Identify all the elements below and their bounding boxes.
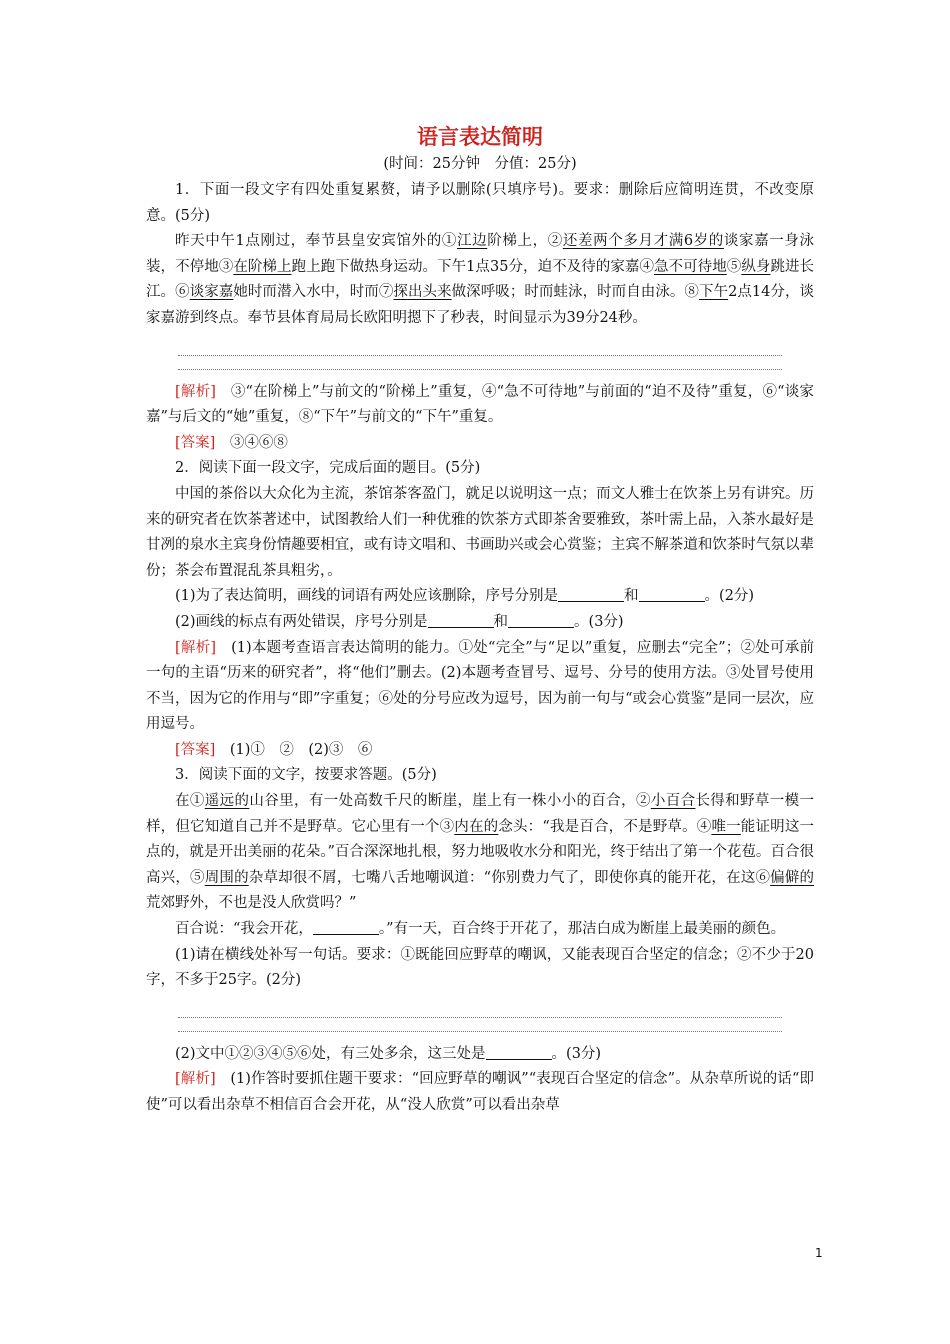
q2-sub2 (146, 610, 814, 636)
passage-text: 杂草却很不屑，七嘴八舌地嘲讽道：“你别费力气了，即使你真的能开花，在这⑥ (248, 869, 771, 886)
underlined-phrase: 急不可待地 (654, 258, 727, 275)
q1-analysis (146, 380, 814, 431)
blank-line (558, 585, 624, 602)
answer-line (178, 342, 782, 356)
blank-line (486, 1043, 552, 1060)
passage-text: 长得和野草一模一样，但它知道自己并不是野草。它心里有一个③ (146, 793, 815, 835)
passage-text: 跑上跑下做热身运动。下午1点35分，迫不及待的家嘉④ (291, 258, 654, 275)
underlined-phrase: 偏僻的 (770, 869, 814, 886)
answer-tag: [答案] (175, 741, 216, 758)
q3-passage (146, 789, 814, 917)
content (146, 122, 814, 1119)
q3-analysis (146, 1067, 814, 1118)
q2-prompt: 2．阅读下面一段文字，完成后面的题目。(5分) (175, 460, 481, 477)
q1-answer-text: ③④⑥⑧ (215, 434, 288, 451)
underlined-phrase: 纵身 (741, 258, 771, 275)
q1-prompt: 1．下面一段文字有四处重复累赘，请予以删除(只填序号)。要求：删除后应简明连贯，不改变原意。(5分) (146, 182, 814, 224)
q2-answer (146, 738, 814, 764)
underlined-phrase: 唯一 (711, 818, 741, 835)
q2-analysis (146, 636, 814, 738)
passage-text: 昨天中午1点刚过，奉节县皇安宾馆外的① (175, 233, 457, 250)
blank-line (508, 611, 574, 628)
passage-text: 谈家嘉一身泳装，不停地③ (146, 233, 815, 275)
passage-text: 跳进长江。⑥ (146, 258, 815, 301)
q2-sub1-and: 和 (624, 588, 639, 605)
page-title: 语言表达简明 (417, 124, 543, 149)
underlined-phrase: 周围的 (204, 869, 249, 886)
passage-text: 能证明这一点的，就是开出美丽的花朵。”百合深深地扎根，努力地吸收水分和阳光，终于结出了第一个花苞。百合很高兴，⑤ (146, 818, 815, 886)
passage-text: 念头：“我是百合，不是野草。④ (498, 818, 712, 835)
q1-passage (146, 229, 814, 331)
q1-analysis-text: ③“在阶梯上”与前文的“阶梯上”重复，④“急不可待地”与前面的“迫不及待”重复，⑥“谈家嘉”与后文的“她”重复，⑧“下午”与前文的“下午”重复。 (146, 383, 814, 426)
underlined-phrase: 在阶梯上 (233, 258, 292, 275)
answer-tag: [答案] (175, 434, 216, 451)
q2-sub2-text: (2)画线的标点有两处错误，序号分别是 (175, 613, 428, 630)
q2-sub1-text: (1)为了表达简明，画线的词语有两处应该删除，序号分别是 (175, 588, 559, 605)
underlined-phrase: 下午 (698, 284, 729, 301)
page-number: 1 (815, 1246, 823, 1260)
analysis-tag: [解析] (175, 383, 216, 400)
q3-passage2-a: 百合说：“我会开花， (175, 921, 313, 938)
answer-line (178, 1018, 782, 1032)
blank-line (639, 585, 705, 602)
passage-text: 山谷里，有一处高数千尺的断崖，崖上有一株小小的百合，② (249, 793, 651, 810)
underlined-phrase: 探出头来 (393, 284, 452, 301)
q2-sub2-score: 。(3分) (574, 613, 624, 630)
passage-text: 2点14分，谈家嘉游到终点。奉节县体育局局长欧阳明摁下了秒表，时间显示为39分24秒。 (146, 284, 815, 326)
underlined-phrase: 内在的 (454, 818, 499, 835)
answer-line (178, 1004, 782, 1018)
spacer (146, 1032, 814, 1042)
underlined-phrase: 遥远的 (204, 793, 250, 810)
blank-line (428, 611, 494, 628)
q3-sub2-score: 。(3分) (551, 1045, 602, 1062)
spacer (146, 332, 814, 342)
q3-passage2-b: 。”有一天，百合终于开花了，那洁白成为断崖上最美丽的颜色。 (378, 921, 786, 938)
answer-line (178, 356, 782, 370)
spacer (146, 370, 814, 380)
analysis-tag: [解析] (175, 1071, 216, 1088)
passage-text: 荒郊野外，不也是没人欣赏吗？” (146, 895, 357, 912)
q3-sub1: (1)请在横线处补写一句话。要求：①既能回应野草的嘲讽，又能表现百合坚定的信念；②不少于20字，不多于25字。(2分) (146, 946, 814, 989)
spacer (146, 994, 814, 1004)
passage-text: 阶梯上，② (487, 233, 563, 250)
underlined-phrase: 谈家嘉 (189, 284, 234, 301)
q3-sub2 (146, 1042, 814, 1068)
passage-text: ⑤ (726, 258, 742, 275)
q2-analysis-text: (1)本题考查语言表达简明的能力。①处“完全”与“足以”重复，应删去“完全”；②处可承前一句的主语“历来的研究者”，将“他们”删去。(2)本题考查冒号、逗号、分号的使用方法。③处冒号使用不当，因为它的作用与“即”字重复；⑥处的分号应改为逗号，因为前一句与“或会心赏鉴”是同一层次，应用逗号。 (146, 639, 814, 733)
time-score-info: (时间：25分钟 分值：25分) (383, 156, 577, 172)
analysis-tag: [解析] (175, 639, 217, 656)
q3-analysis-text: (1)作答时要抓住题干要求：“回应野草的嘲讽”“表现百合坚定的信念”。从杂草所说的话“即使”可以看出杂草不相信百合会开花，从“没人欣赏”可以看出杂草 (146, 1071, 814, 1113)
underlined-phrase: 江边 (457, 233, 488, 250)
q3-passage2 (146, 917, 814, 943)
underlined-phrase: 还差两个多月才满6岁的 (562, 233, 724, 250)
q2-passage: 中国的茶俗以大众化为主流，茶馆茶客盈门，就足以说明这一点；而文人雅士在饮茶上另有讲究。历来的研究者在饮茶著述中，试图教给人们一种优雅的饮茶方式即茶舍要雅致，茶叶需上品，入茶水最好是甘冽的泉水主宾身份情趣要相宜，或有诗文唱和、书画助兴或会心赏鉴；主宾不解茶道和饮茶时气氛以辈份；茶会布置混乱茶具粗劣，。 (146, 485, 814, 579)
q2-answer-text: (1)① ② (2)③ ⑥ (215, 741, 373, 758)
q1-answer (146, 431, 814, 457)
passage-text: 做深呼吸；时而蛙泳，时而自由泳。⑧ (451, 284, 699, 301)
underlined-phrase: 小百合 (650, 793, 696, 810)
passage-text: 在① (175, 793, 205, 810)
q2-sub2-and: 和 (493, 613, 509, 630)
q2-sub1-score: 。(2分) (704, 588, 755, 605)
q2-sub1 (146, 584, 814, 610)
q3-sub2-text: (2)文中①②③④⑤⑥处，有三处多余，这三处是 (175, 1045, 486, 1062)
passage-text: 她时而潜入水中，时而⑦ (233, 284, 394, 301)
blank-line (313, 918, 379, 935)
q3-prompt: 3．阅读下面的文字，按要求答题。(5分) (175, 767, 437, 784)
